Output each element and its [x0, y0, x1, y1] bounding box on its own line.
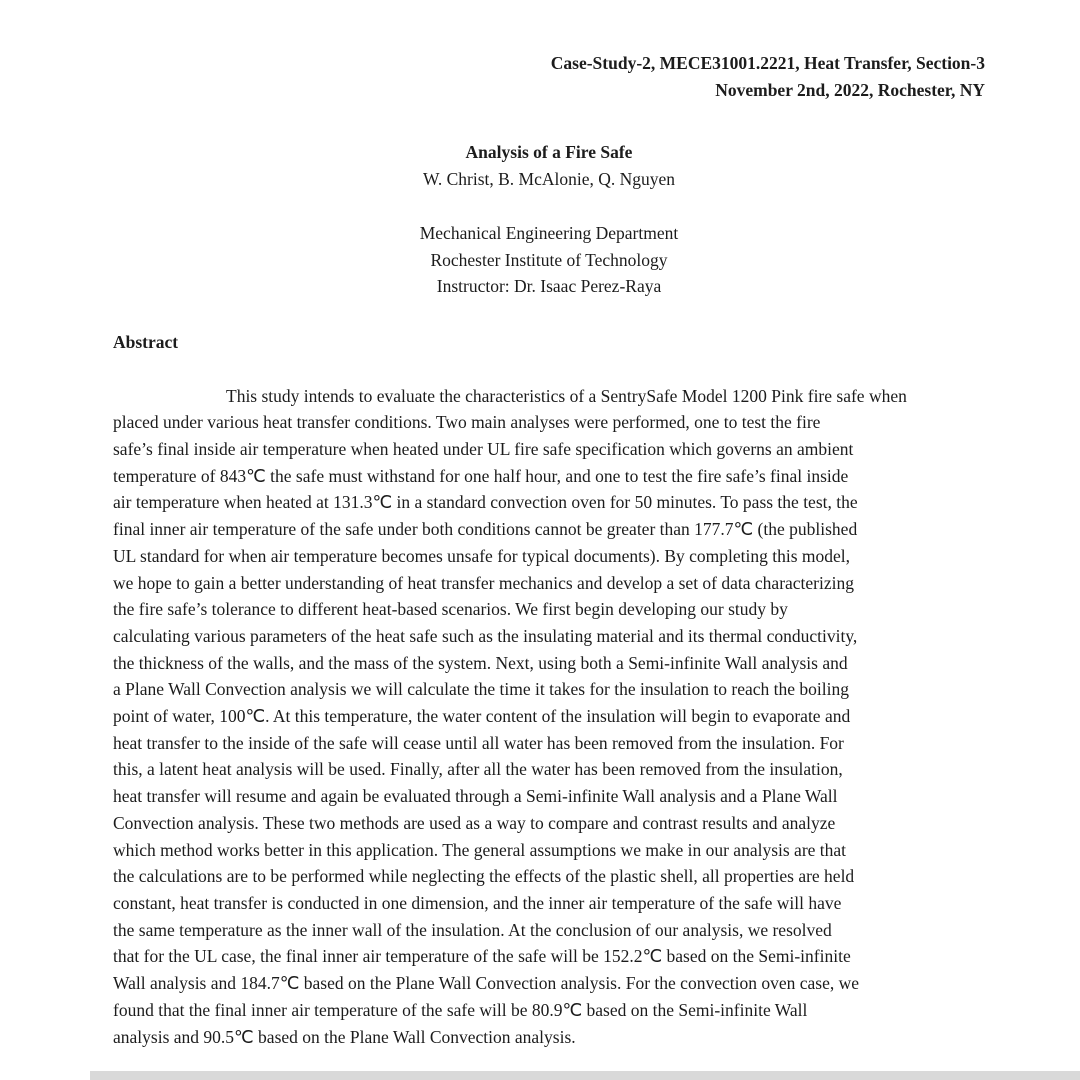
- paragraph-line: safe’s final inside air temperature when heated under UL fire safe specification which governs an ambient: [113, 439, 854, 460]
- abstract-paragraph: [113, 383, 985, 1051]
- paragraph-line: This study intends to evaluate the characteristics of a SentrySafe Model 1200 Pink fire safe when: [226, 385, 907, 406]
- paragraph-line: the calculations are to be performed while neglecting the effects of the plastic shell, all properties are held: [113, 866, 855, 887]
- department-line: Mechanical Engineering Department: [419, 222, 679, 243]
- paragraph-line: calculating various parameters of the heat safe such as the insulating material and its thermal conductivity,: [113, 625, 858, 646]
- authors-line: W. Christ, B. McAlonie, Q. Nguyen: [422, 169, 676, 190]
- paragraph-line: the fire safe’s tolerance to different heat-based scenarios. We first begin developing our study by: [113, 599, 788, 620]
- paragraph-line: the same temperature as the inner wall of the insulation. At the conclusion of our analysis, we resolved: [113, 919, 832, 940]
- affiliation-block: [113, 220, 985, 300]
- page-bottom-bar: [90, 1071, 1080, 1080]
- paragraph-line: we hope to gain a better understanding of heat transfer mechanics and develop a set of data characterizing: [113, 572, 854, 593]
- instructor-line: Instructor: Dr. Isaac Perez-Raya: [436, 276, 662, 297]
- paragraph-line: Convection analysis. These two methods are used as a way to compare and contrast results and analyze: [113, 812, 836, 833]
- paragraph-line: UL standard for when air temperature becomes unsafe for typical documents). By completing this model,: [113, 545, 851, 566]
- paragraph-line: found that the final inner air temperature of the safe will be 80.9℃ based on the Semi-infinite Wall: [113, 999, 808, 1020]
- paragraph-line: air temperature when heated at 131.3℃ in a standard convection oven for 50 minutes. To pass the test, the: [113, 492, 858, 513]
- paragraph-line: that for the UL case, the final inner air temperature of the safe will be 152.2℃ based on the Semi-infinite: [113, 946, 851, 967]
- paragraph-line: the thickness of the walls, and the mass of the system. Next, using both a Semi-infinite Wall analysis and: [113, 652, 848, 673]
- institution-line: Rochester Institute of Technology: [430, 249, 668, 270]
- paragraph-line: constant, heat transfer is conducted in one dimension, and the inner air temperature of the safe will have: [113, 892, 842, 913]
- paragraph-line: temperature of 843℃ the safe must withstand for one half hour, and one to test the fire safe’s final inside: [113, 465, 849, 486]
- paragraph-line: heat transfer to the inside of the safe will cease until all water has been removed from the insulation. For: [113, 732, 844, 753]
- title-block: [113, 139, 985, 192]
- page-header: [0, 0, 1080, 103]
- header-date-line: November 2nd, 2022, Rochester, NY: [715, 79, 985, 100]
- abstract-heading: Abstract: [113, 331, 179, 352]
- header-course-line: Case-Study-2, MECE31001.2221, Heat Transfer, Section-3: [550, 53, 985, 73]
- paper-title: Analysis of a Fire Safe: [465, 142, 633, 163]
- paragraph-line: Wall analysis and 184.7℃ based on the Plane Wall Convection analysis. For the convection oven case, we: [113, 973, 859, 994]
- text-column: [113, 139, 985, 1050]
- paragraph-line: a Plane Wall Convection analysis we will calculate the time it takes for the insulation to reach the boiling: [113, 679, 849, 700]
- paragraph-line: this, a latent heat analysis will be used. Finally, after all the water has been removed from the insulation,: [113, 759, 843, 780]
- paragraph-line: analysis and 90.5℃ based on the Plane Wall Convection analysis.: [113, 1026, 576, 1047]
- paragraph-line: point of water, 100℃. At this temperature, the water content of the insulation will begin to evaporate and: [113, 706, 851, 727]
- paragraph-line: which method works better in this application. The general assumptions we make in our analysis are that: [113, 839, 847, 860]
- paragraph-line: heat transfer will resume and again be evaluated through a Semi-infinite Wall analysis and a Plane Wall: [113, 786, 838, 807]
- paragraph-line: final inner air temperature of the safe under both conditions cannot be greater than 177.7℃ (the published: [113, 519, 858, 540]
- paragraph-line: placed under various heat transfer conditions. Two main analyses were performed, one to test the fire: [113, 412, 821, 433]
